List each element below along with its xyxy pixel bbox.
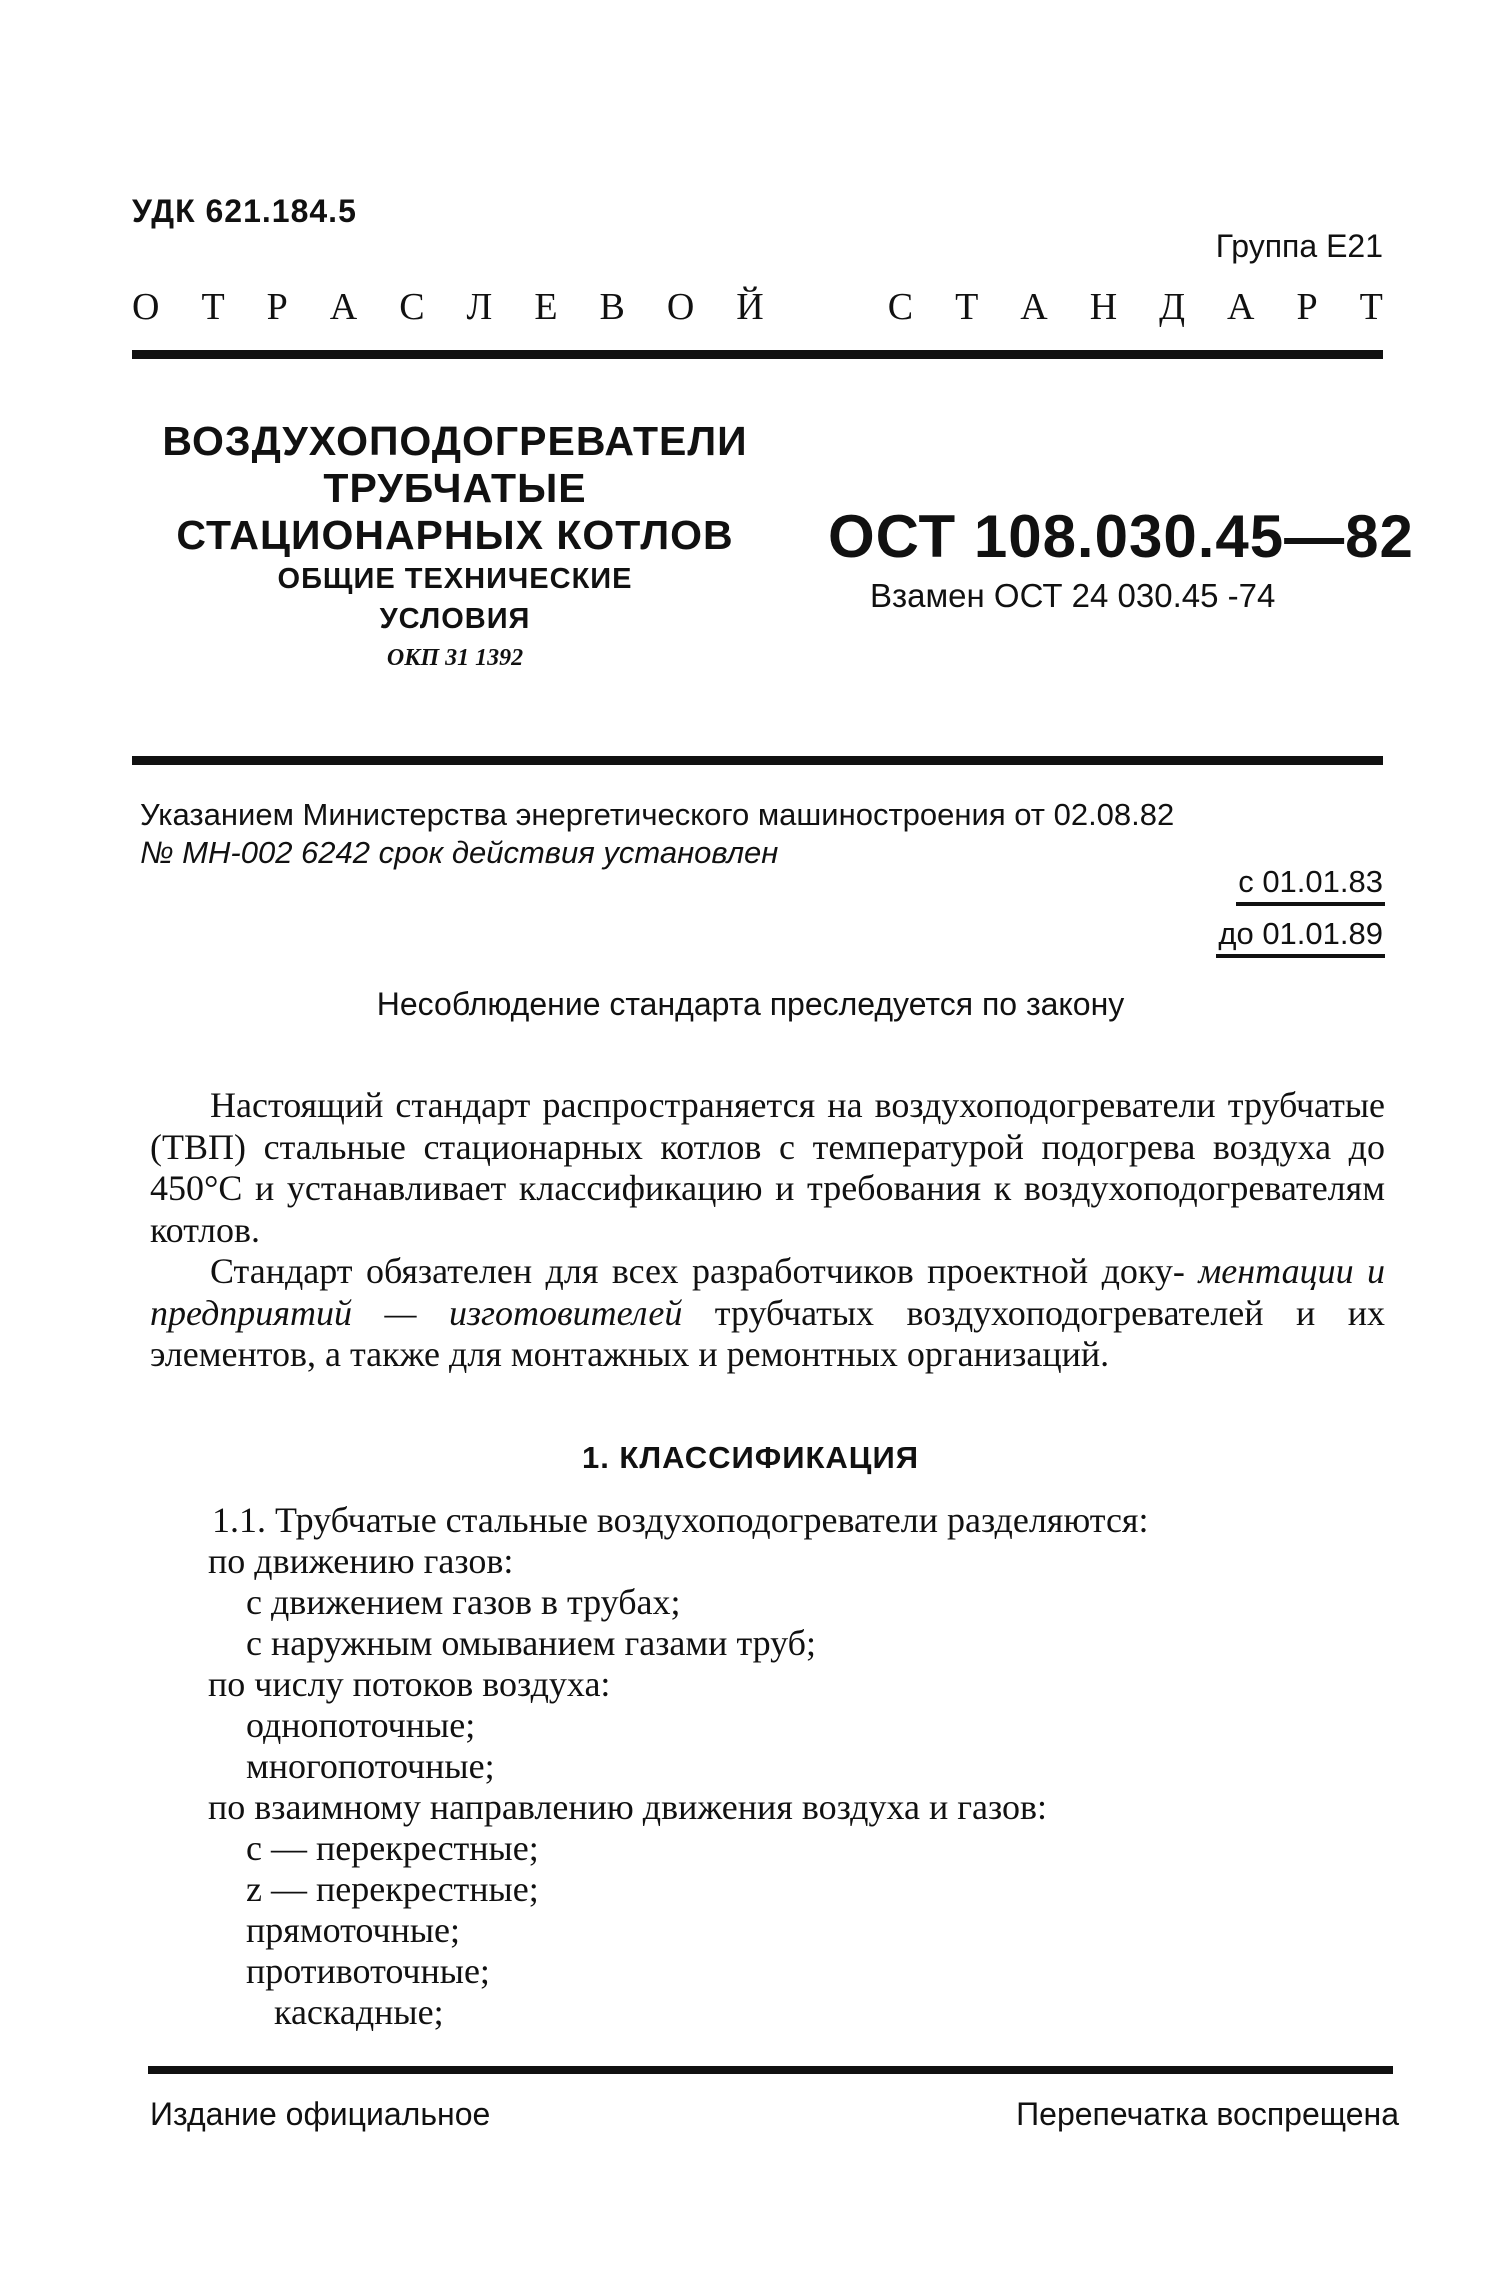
banner-letter: Е [534, 286, 558, 328]
list-item: по движению газов: [208, 1541, 514, 1581]
replaces-note: Взамен ОСТ 24 030.45 -74 [870, 577, 1276, 614]
banner-letter: Н [1089, 286, 1118, 328]
law-notice: Несоблюдение стандарта преследуется по закону [376, 986, 1125, 1022]
divider-top [132, 350, 1383, 359]
banner-letter: О [666, 286, 695, 328]
divider-middle [132, 756, 1383, 765]
classification-list [208, 1500, 1392, 2033]
intro-text [150, 1085, 1385, 1376]
banner-letter: Т [201, 286, 225, 328]
banner-letter: Д [1159, 286, 1186, 328]
title-line: ТРУБЧАТЫЕ [323, 465, 587, 511]
list-item: прямоточные; [246, 1910, 460, 1950]
paragraph-part: трубчатых воздухоподогревателей и их элементов, а также для монтажных и ремонтных организаций. [150, 1292, 1385, 1374]
standard-number: ОСТ 108.030.45—82 [828, 503, 1414, 570]
banner-letter: Р [266, 286, 288, 328]
list-item: с — перекрестные; [246, 1828, 539, 1868]
list-item: с наружным омыванием газами труб; [246, 1623, 816, 1663]
banner-gap [806, 285, 846, 329]
banner-letter: Р [1296, 286, 1318, 328]
valid-from-date: с 01.01.83 [1236, 864, 1385, 906]
list-item: с движением газов в трубах; [246, 1582, 681, 1622]
banner-letter: С [399, 286, 425, 328]
banner-letter: В [599, 286, 625, 328]
footer-reprint-notice: Перепечатка воспрещена [1016, 2096, 1399, 2132]
banner-letter: О [132, 286, 160, 328]
paragraph-part: Стандарт обязателен для всех разработчиков проектной доку- [210, 1251, 1185, 1291]
banner-letter: С [887, 286, 914, 328]
banner-letter: А [329, 286, 358, 328]
list-item: противоточные; [246, 1951, 490, 1991]
banner-letter: Т [955, 286, 979, 328]
banner-letter: Т [1359, 286, 1383, 328]
valid-to-date: до 01.01.89 [1216, 916, 1385, 958]
paragraph [150, 1251, 1385, 1376]
udk-code: УДК 621.184.5 [132, 193, 357, 229]
subtitle-line: УСЛОВИЯ [379, 603, 531, 635]
banner-letter: Й [736, 286, 764, 328]
subtitle-line: ОБЩИЕ ТЕХНИЧЕСКИЕ [277, 563, 633, 595]
list-item: по взаимному направлению движения воздуха и газов: [208, 1787, 1047, 1827]
list-item: однопоточные; [246, 1705, 476, 1745]
paragraph-part-italic: ментации и предприятий — изготовителей [150, 1251, 1385, 1333]
directive-line: № МН-002 6242 срок действия установлен [140, 835, 779, 870]
list-item: многопоточные; [246, 1746, 495, 1786]
list-item: z — перекрестные; [246, 1869, 539, 1909]
clause-line: 1.1. Трубчатые стальные воздухоподогреватели разделяются: [212, 1500, 1149, 1540]
document-title [150, 418, 760, 672]
list-item: каскадные; [274, 1992, 444, 2032]
title-line: ВОЗДУХОПОДОГРЕВАТЕЛИ [162, 418, 748, 464]
banner-letter: А [1020, 286, 1048, 328]
section-heading: 1. КЛАССИФИКАЦИЯ [581, 1440, 920, 1475]
banner-letter: Л [466, 286, 493, 328]
divider-bottom [148, 2066, 1393, 2074]
okp-code: ОКП 31 1392 [386, 645, 524, 671]
list-item: по числу потоков воздуха: [208, 1664, 611, 1704]
footer-edition: Издание официальное [150, 2096, 491, 2132]
group-code: Группа Е21 [1215, 228, 1383, 264]
banner-otraslevoy-standart [132, 285, 1383, 329]
title-line: СТАЦИОНАРНЫХ КОТЛОВ [176, 512, 734, 558]
paragraph: Настоящий стандарт распространяется на воздухоподогреватели трубчатые (ТВП) стальные стационарных котлов с температурой подогрева воздуха до 450°С и устанавливает классификацию и требования к воздухоподогревателям котлов. [150, 1085, 1385, 1250]
banner-letter: А [1227, 286, 1255, 328]
directive-text [140, 796, 1385, 872]
directive-line: Указанием Министерства энергетического машиностроения от 02.08.82 [140, 797, 1175, 832]
